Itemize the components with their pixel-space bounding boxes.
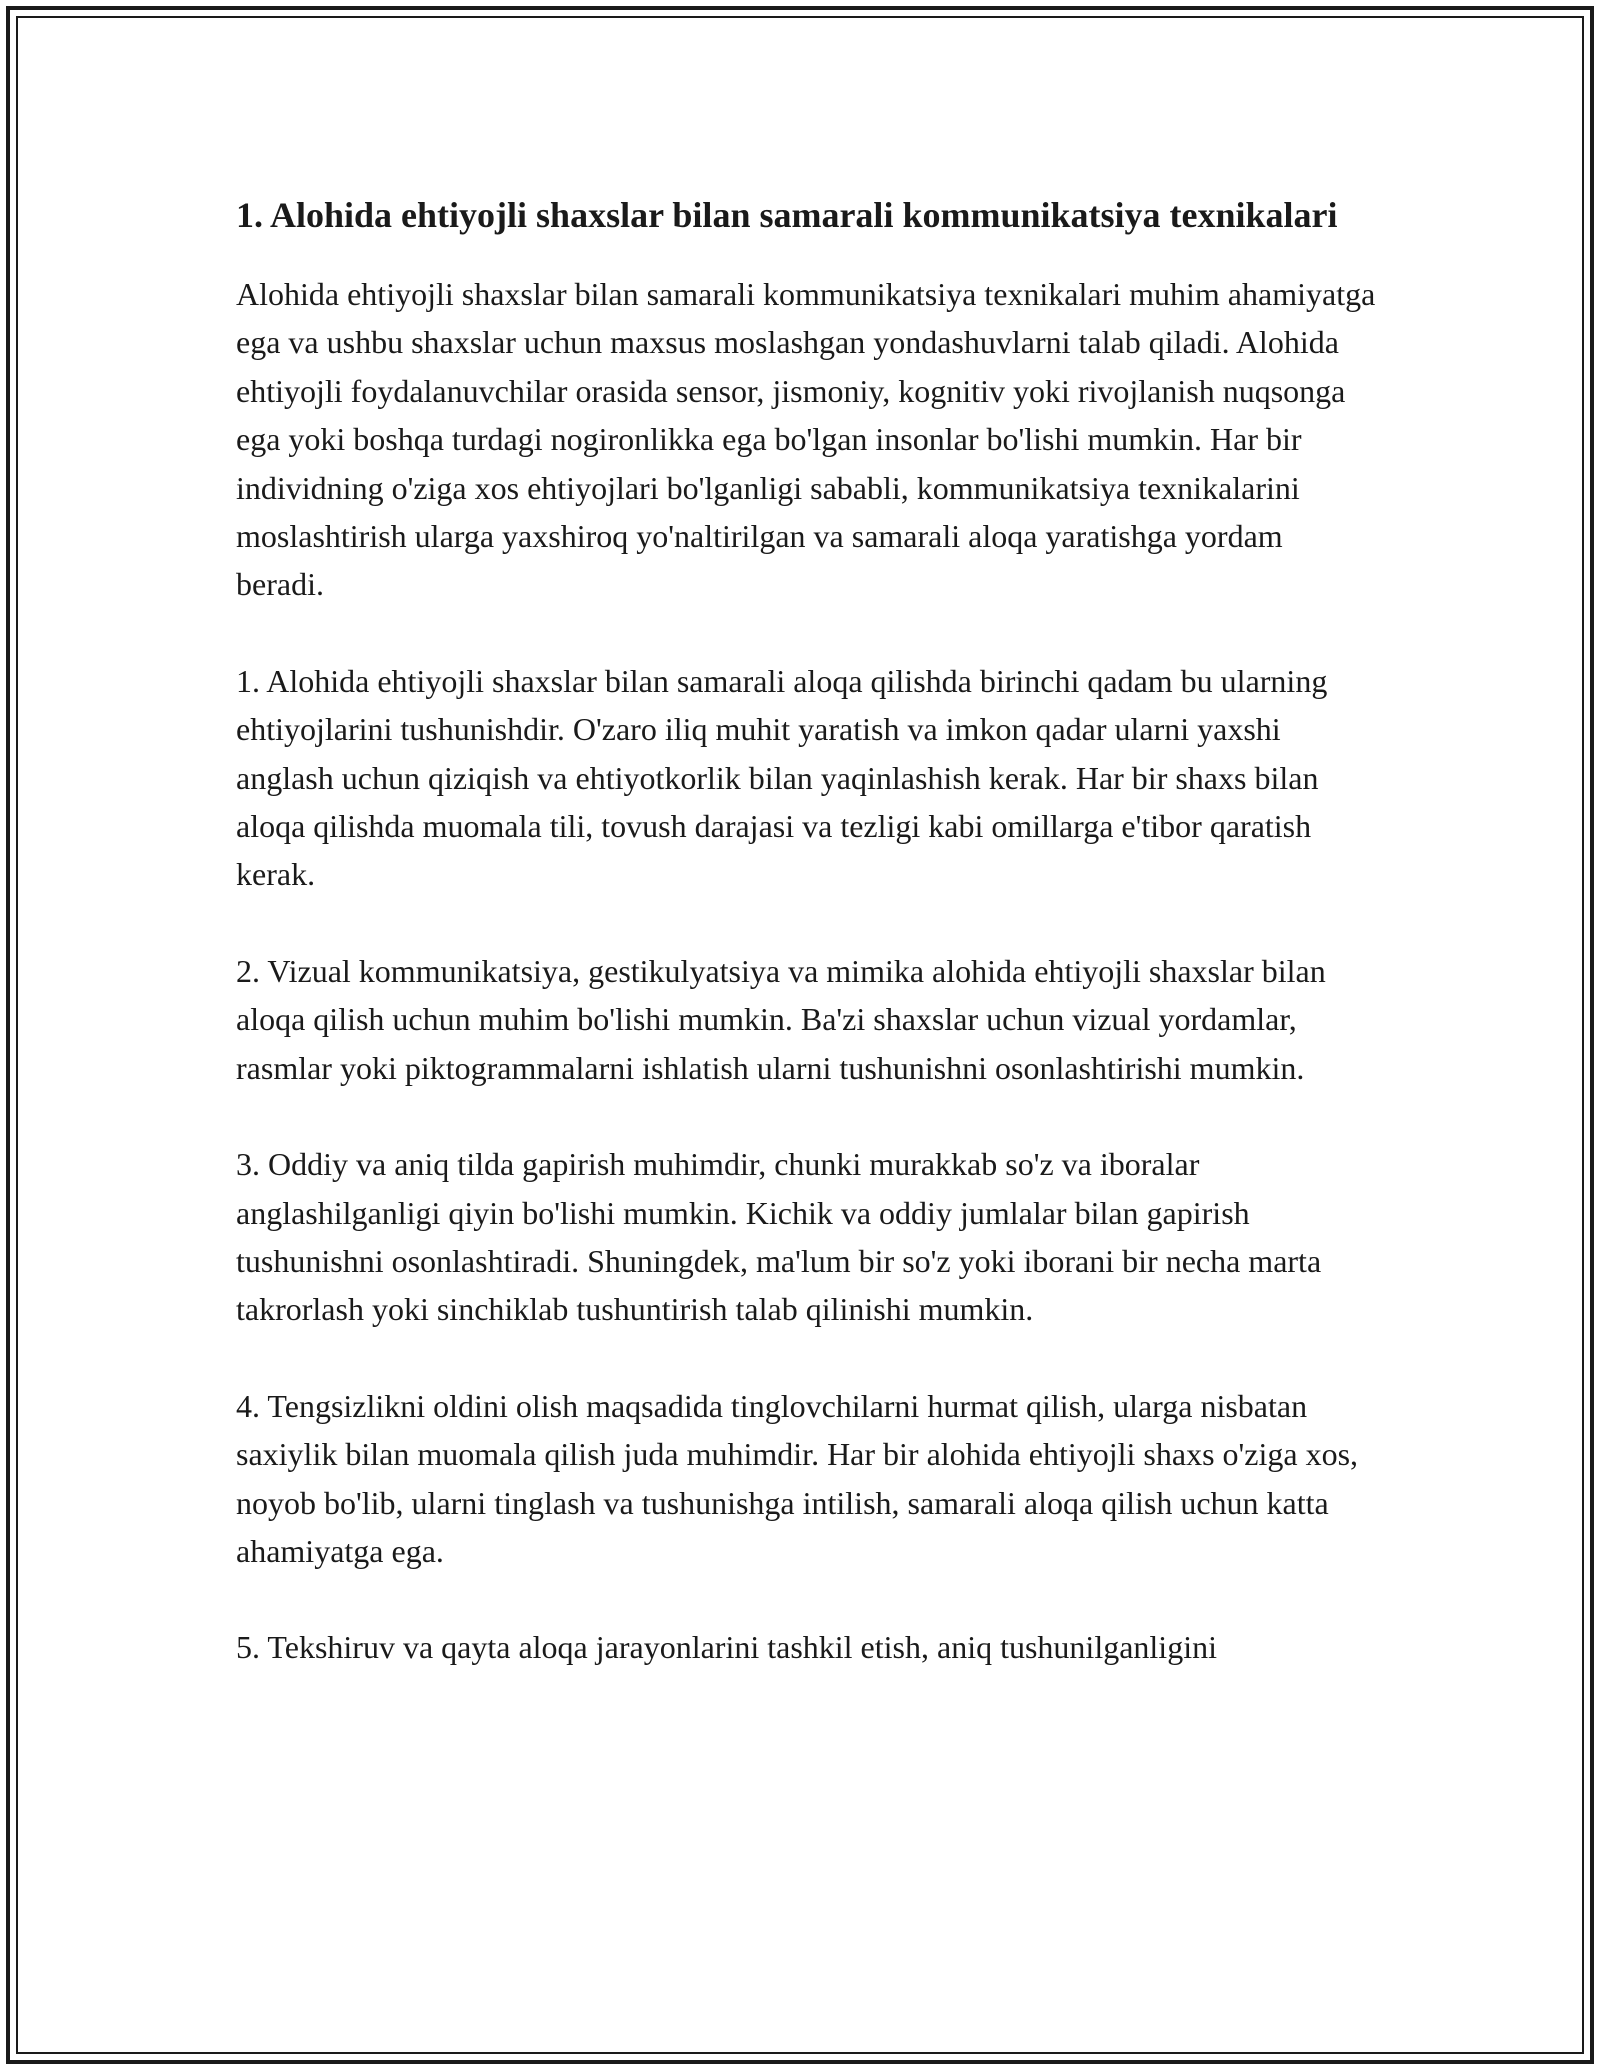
point-5-paragraph: 5. Tekshiruv va qayta aloqa jarayonlarini tashkil etish, aniq tushunilganligini: [236, 1629, 1217, 1666]
point-3-paragraph: 3. Oddiy va aniq tilda gapirish muhimdir, chunki murakkab so'z va iboralar anglashilganligi qiyin bo'lishi mumkin. Kichik va oddiy jumlalar bilan gapirish tushunishni osonlashtiradi. Shuningdek, ma'lum bir so'z yoki iborani bir necha marta takrorlash yoki sinchiklab tushuntirish talab qilinishi mumkin.: [236, 1146, 1322, 1328]
point-2-paragraph: 2. Vizual kommunikatsiya, gestikulyatsiya va mimika alohida ehtiyojli shaxslar bilan aloqa qilish uchun muhim bo'lishi mumkin. Ba'zi shaxslar uchun vizual yordamlar, rasmlar yoki piktogrammalarni ishlatish ularni tushunishni osonlashtirishi mumkin.: [236, 952, 1326, 1086]
document-body: [236, 188, 1376, 1720]
intro-paragraph: Alohida ehtiyojli shaxslar bilan samarali kommunikatsiya texnikalari muhim ahamiyatga ega va ushbu shaxslar uchun maxsus moslashgan yondashuvlarni talab qiladi. Alohida ehtiyojli foydalanuvchilar orasida sensor, jismoniy, kognitiv yoki rivojlanish nuqsonga ega yoki boshqa turdagi nogironlikka ega bo'lgan insonlar bo'lishi mumkin. Har bir individning o'ziga xos ehtiyojlari bo'lganligi sababli, kommunikatsiya texnikalarini moslashtirish ularga yaxshiroq yo'naltirilgan va samarali aloqa yaratishga yordam beradi.: [236, 276, 1376, 603]
point-1-paragraph: 1. Alohida ehtiyojli shaxslar bilan samarali aloqa qilishda birinchi qadam bu ularning ehtiyojlarini tushunishdir. O'zaro iliq muhit yaratish va imkon qadar ularni yaxshi anglash uchun qiziqish va ehtiyotkorlik bilan yaqinlashish kerak. Har bir shaxs bilan aloqa qilishda muomala tili, tovush darajasi va tezligi kabi omillarga e'tibor qaratish kerak.: [236, 662, 1328, 893]
document-title: 1. Alohida ehtiyojli shaxslar bilan samarali kommunikatsiya texnikalari: [236, 195, 1338, 235]
point-4-paragraph: 4. Tengsizlikni oldini olish maqsadida tinglovchilarni hurmat qilish, ularga nisbatan saxiylik bilan muomala qilish juda muhimdir. Har bir alohida ehtiyojli shaxs o'ziga xos, noyob bo'lib, ularni tinglash va tushunishga intilish, samarali aloqa qilish uchun katta ahamiyatga ega.: [236, 1387, 1359, 1569]
